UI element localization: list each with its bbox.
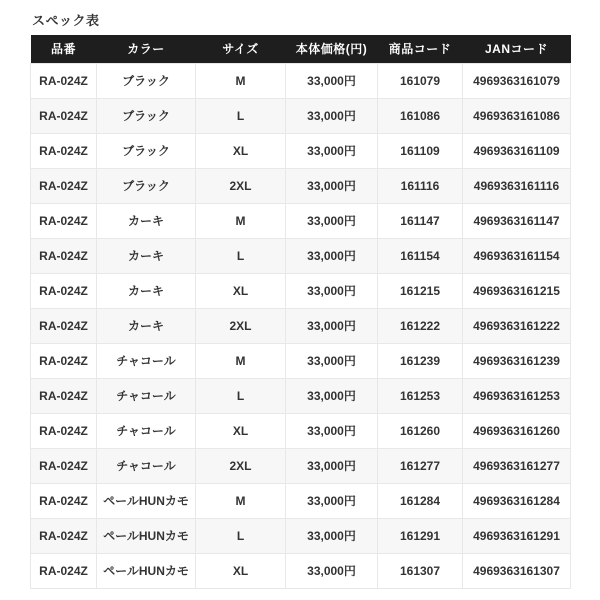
spec-table [30, 35, 571, 589]
table-cell: 33,000円 [286, 273, 378, 308]
table-cell: XL [196, 273, 286, 308]
table-head [31, 35, 571, 63]
table-cell: 4969363161291 [463, 518, 571, 553]
table-cell: 161291 [378, 518, 463, 553]
table-cell: カーキ [97, 273, 196, 308]
table-cell: RA-024Z [31, 553, 97, 588]
table-cell: 33,000円 [286, 448, 378, 483]
table-cell: 4969363161079 [463, 63, 571, 98]
table-row [31, 133, 571, 168]
table-cell: カーキ [97, 203, 196, 238]
spec-section [30, 0, 570, 589]
table-row [31, 98, 571, 133]
table-cell: 33,000円 [286, 413, 378, 448]
table-cell: ブラック [97, 63, 196, 98]
table-cell: XL [196, 133, 286, 168]
table-cell: XL [196, 413, 286, 448]
table-cell: RA-024Z [31, 63, 97, 98]
table-cell: 4969363161253 [463, 378, 571, 413]
table-cell: 33,000円 [286, 518, 378, 553]
table-cell: RA-024Z [31, 378, 97, 413]
column-header-3: 本体価格(円) [286, 35, 378, 63]
table-cell: 161222 [378, 308, 463, 343]
table-row [31, 168, 571, 203]
table-cell: RA-024Z [31, 133, 97, 168]
column-header-0: 品番 [31, 35, 97, 63]
table-cell: 161079 [378, 63, 463, 98]
table-cell: RA-024Z [31, 413, 97, 448]
table-cell: 4969363161239 [463, 343, 571, 378]
table-cell: 161239 [378, 343, 463, 378]
table-cell: 161284 [378, 483, 463, 518]
table-cell: 4969363161109 [463, 133, 571, 168]
table-row [31, 273, 571, 308]
table-row [31, 413, 571, 448]
table-cell: M [196, 483, 286, 518]
table-cell: 161086 [378, 98, 463, 133]
table-row [31, 63, 571, 98]
table-cell: M [196, 203, 286, 238]
table-cell: 161109 [378, 133, 463, 168]
table-row [31, 378, 571, 413]
table-cell: 161260 [378, 413, 463, 448]
table-cell: 4969363161222 [463, 308, 571, 343]
table-cell: L [196, 378, 286, 413]
table-cell: 2XL [196, 168, 286, 203]
table-cell: カーキ [97, 308, 196, 343]
column-header-4: 商品コード [378, 35, 463, 63]
table-row [31, 343, 571, 378]
table-cell: RA-024Z [31, 98, 97, 133]
table-cell: ブラック [97, 98, 196, 133]
table-row [31, 483, 571, 518]
table-cell: RA-024Z [31, 518, 97, 553]
table-row [31, 238, 571, 273]
table-cell: 4969363161260 [463, 413, 571, 448]
table-row [31, 518, 571, 553]
table-cell: 33,000円 [286, 63, 378, 98]
table-cell: ペールHUNカモ [97, 518, 196, 553]
table-cell: 33,000円 [286, 483, 378, 518]
table-cell: チャコール [97, 378, 196, 413]
table-row [31, 308, 571, 343]
column-header-5: JANコード [463, 35, 571, 63]
table-cell: 4969363161284 [463, 483, 571, 518]
table-row [31, 448, 571, 483]
table-cell: 4969363161277 [463, 448, 571, 483]
table-cell: 33,000円 [286, 168, 378, 203]
table-body [31, 63, 571, 588]
table-cell: ペールHUNカモ [97, 553, 196, 588]
table-cell: RA-024Z [31, 308, 97, 343]
table-cell: 161277 [378, 448, 463, 483]
table-cell: 161147 [378, 203, 463, 238]
table-cell: RA-024Z [31, 448, 97, 483]
table-cell: ペールHUNカモ [97, 483, 196, 518]
table-cell: RA-024Z [31, 273, 97, 308]
table-cell: 33,000円 [286, 378, 378, 413]
table-cell: RA-024Z [31, 483, 97, 518]
table-cell: 33,000円 [286, 308, 378, 343]
table-cell: M [196, 63, 286, 98]
table-cell: RA-024Z [31, 238, 97, 273]
table-cell: ブラック [97, 168, 196, 203]
column-header-1: カラー [97, 35, 196, 63]
table-cell: 33,000円 [286, 133, 378, 168]
table-cell: 33,000円 [286, 203, 378, 238]
table-header-row [31, 35, 571, 63]
table-row [31, 553, 571, 588]
table-cell: 4969363161307 [463, 553, 571, 588]
table-cell: L [196, 518, 286, 553]
table-cell: 161154 [378, 238, 463, 273]
table-cell: RA-024Z [31, 343, 97, 378]
table-cell: L [196, 238, 286, 273]
table-cell: 33,000円 [286, 98, 378, 133]
table-cell: L [196, 98, 286, 133]
table-cell: 33,000円 [286, 343, 378, 378]
table-cell: RA-024Z [31, 168, 97, 203]
table-cell: 161253 [378, 378, 463, 413]
table-cell: 161116 [378, 168, 463, 203]
table-cell: 2XL [196, 308, 286, 343]
table-cell: 33,000円 [286, 238, 378, 273]
table-cell: カーキ [97, 238, 196, 273]
spec-table-title: スペック表 [32, 13, 100, 28]
table-cell: ブラック [97, 133, 196, 168]
table-cell: 4969363161215 [463, 273, 571, 308]
table-cell: チャコール [97, 343, 196, 378]
table-cell: 33,000円 [286, 553, 378, 588]
table-cell: 161215 [378, 273, 463, 308]
table-cell: M [196, 343, 286, 378]
table-row [31, 203, 571, 238]
column-header-2: サイズ [196, 35, 286, 63]
table-cell: チャコール [97, 448, 196, 483]
table-cell: 4969363161147 [463, 203, 571, 238]
table-cell: 4969363161154 [463, 238, 571, 273]
table-cell: XL [196, 553, 286, 588]
table-cell: 4969363161116 [463, 168, 571, 203]
table-cell: 4969363161086 [463, 98, 571, 133]
table-cell: チャコール [97, 413, 196, 448]
table-cell: RA-024Z [31, 203, 97, 238]
table-cell: 161307 [378, 553, 463, 588]
table-cell: 2XL [196, 448, 286, 483]
